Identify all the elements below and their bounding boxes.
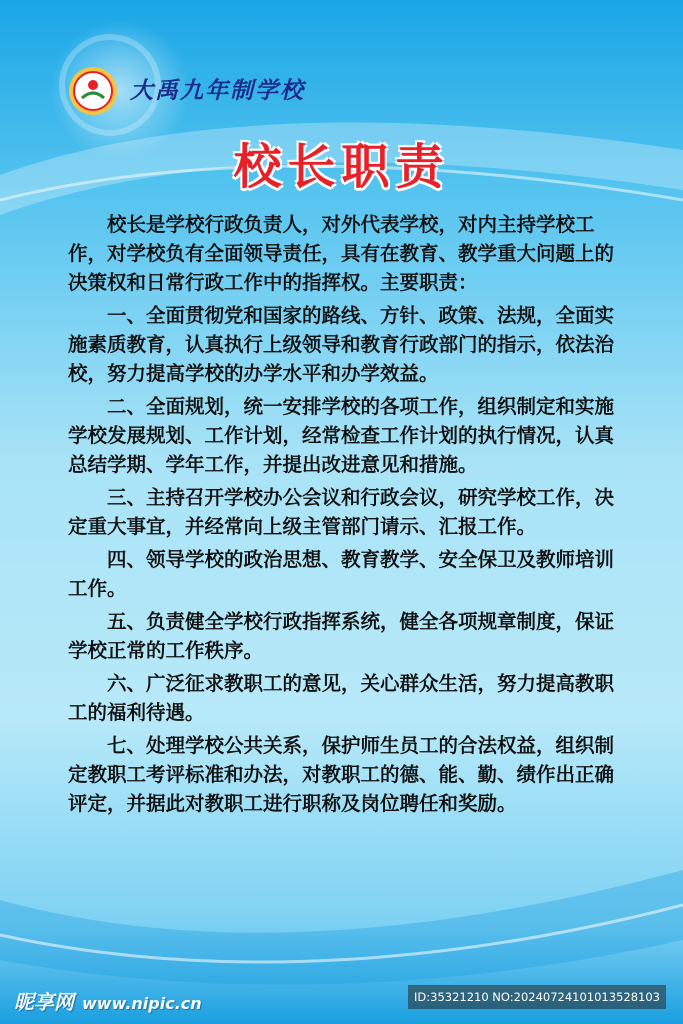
- duty-item-1: 一、全面贯彻党和国家的路线、方针、政策、法规，全面实施素质教育，认真执行上级领导和教育行政部门的指示，依法治校，努力提高学校的办学水平和办学效益。: [68, 304, 615, 385]
- intro-paragraph: 校长是学校行政负责人，对外代表学校，对内主持学校工作，对学校负有全面领导责任，具有在教育、教学重大问题上的决策权和日常行政工作中的指挥权。主要职责：: [68, 213, 615, 294]
- school-emblem-icon: [68, 66, 118, 116]
- duty-item-2: 二、全面规划，统一安排学校的各项工作，组织制定和实施学校发展规划、工作计划，经常检查工作计划的执行情况，认真总结学期、学年工作，并提出改进意见和措施。: [68, 395, 615, 476]
- duty-item-7: 七、处理学校公共关系，保护师生员工的合法权益，组织制定教职工考评标准和办法，对教职工的德、能、勤、绩作出正确评定，并据此对教职工进行职称及岗位聘任和奖励。: [68, 734, 615, 815]
- school-name: 大禹九年制学校: [130, 78, 305, 104]
- watermark-site: www.nipic.cn: [82, 994, 202, 1013]
- image-id-bar: ID:35321210 NO:20240724101013528103: [408, 985, 666, 1009]
- duty-item-3: 三、主持召开学校办公会议和行政会议，研究学校工作，决定重大事宜，并经常向上级主管部门请示、汇报工作。: [68, 486, 615, 538]
- duty-item-4: 四、领导学校的政治思想、教育教学、安全保卫及教师培训工作。: [68, 548, 615, 600]
- page-title: 校长职责: [233, 139, 450, 195]
- watermark: [14, 986, 202, 1015]
- watermark-brand: 昵享网: [14, 990, 74, 1014]
- duties-text: [68, 210, 620, 822]
- duty-item-5: 五、负责健全学校行政指挥系统，健全各项规章制度，保证学校正常的工作秩序。: [68, 610, 615, 662]
- duty-item-6: 六、广泛征求教职工的意见，关心群众生活，努力提高教职工的福利待遇。: [68, 672, 615, 724]
